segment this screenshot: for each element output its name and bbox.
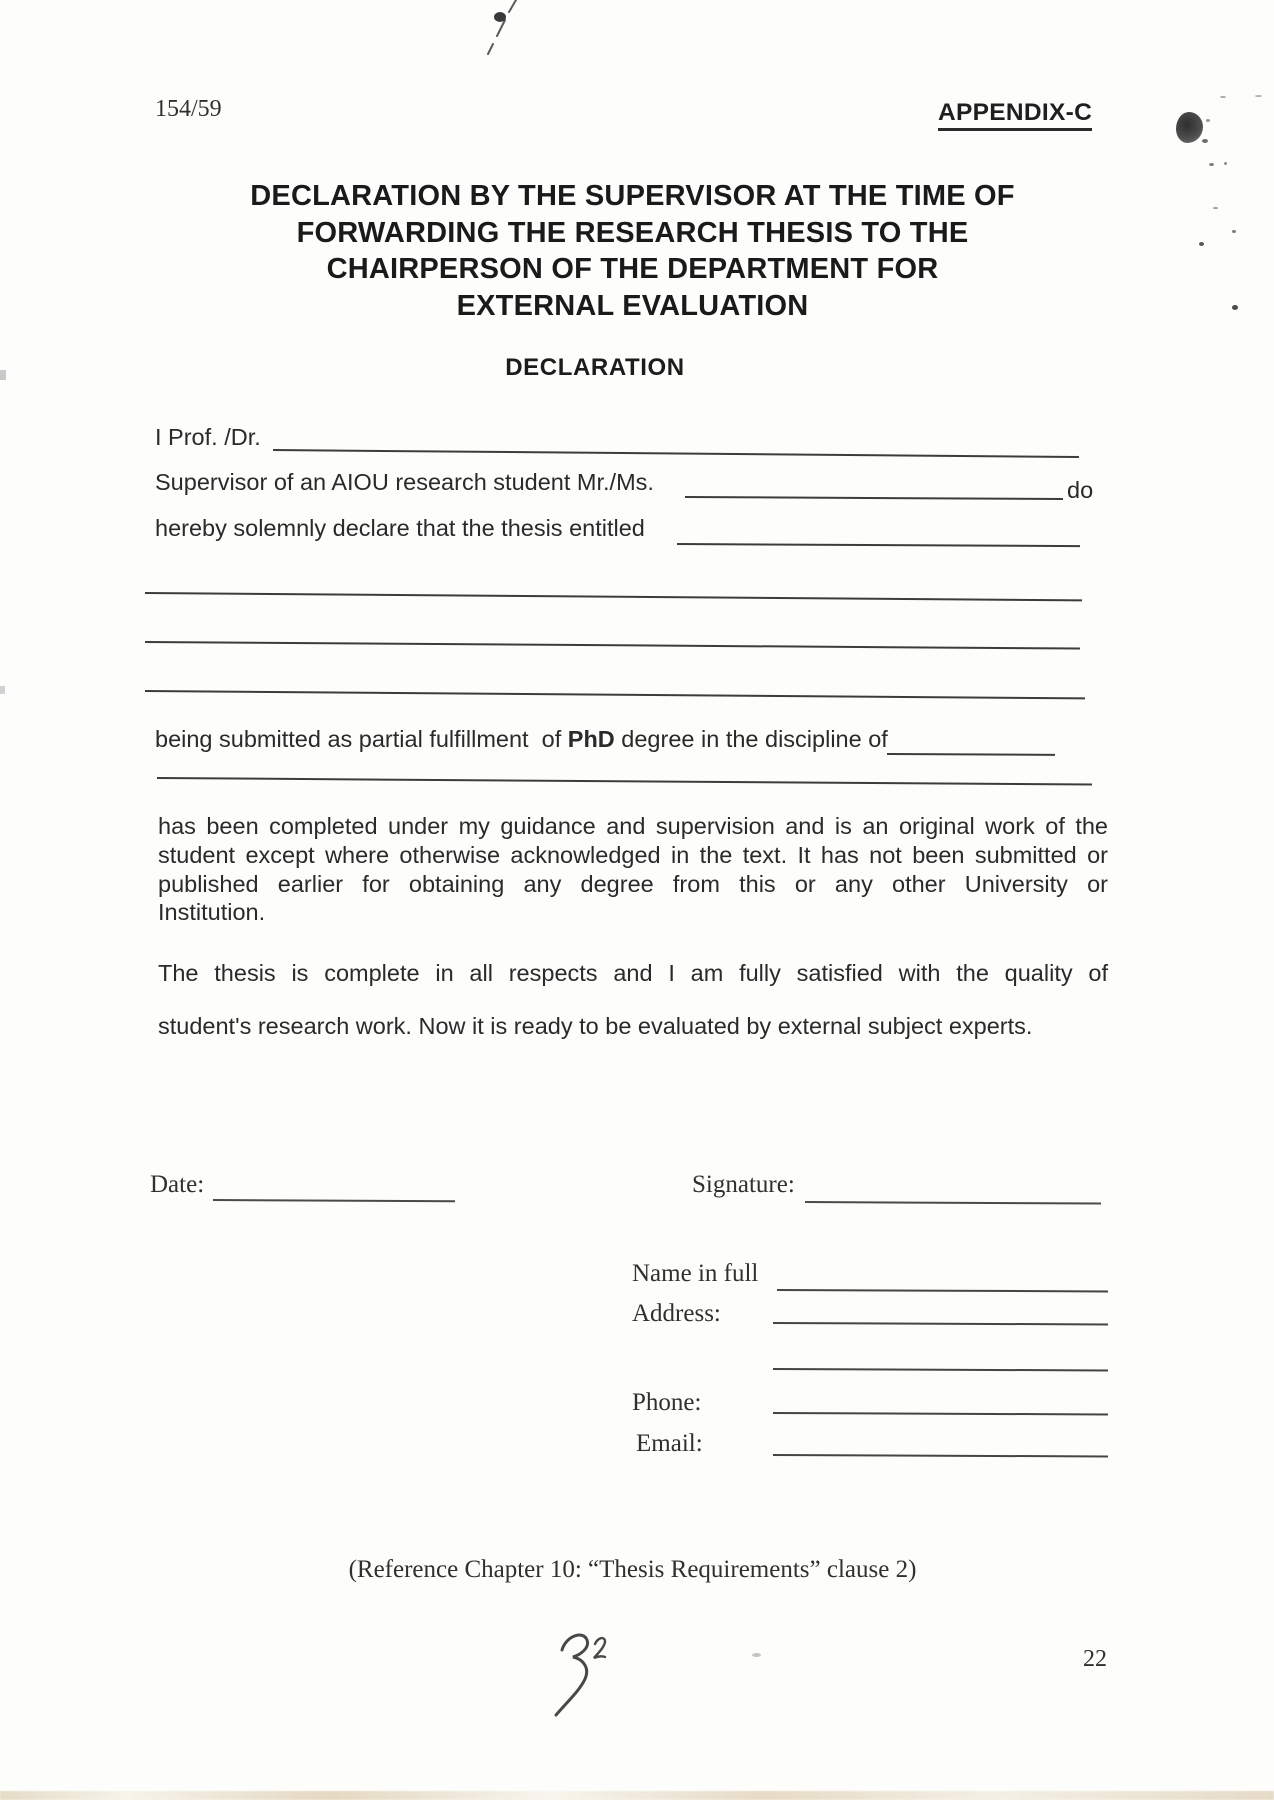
bottom-scan-edge xyxy=(0,1791,1274,1800)
signature-blank-line xyxy=(805,1201,1101,1205)
title-line: EXTERNAL EVALUATION xyxy=(456,289,809,322)
address-blank-line-1 xyxy=(773,1322,1108,1325)
supervisor-label: Supervisor of an AIOU research student Mr./Ms. xyxy=(155,469,654,495)
paragraph-quality-line2: student's research work. Now it is ready to be evaluated by external subject experts. xyxy=(158,1013,1033,1039)
scan-speck xyxy=(0,370,6,380)
declare-label: hereby solemnly declare that the thesis entitled xyxy=(155,515,645,541)
blank-line-3 xyxy=(145,690,1085,699)
handwritten-mark xyxy=(546,1630,614,1718)
scan-speck xyxy=(1202,139,1208,143)
name-label: Name in full xyxy=(632,1260,759,1287)
scan-speck xyxy=(1199,242,1204,246)
scan-speck xyxy=(1220,96,1226,98)
scan-speck xyxy=(1213,207,1218,209)
date-label: Date: xyxy=(150,1171,205,1198)
date-blank-line xyxy=(213,1199,455,1202)
prof-blank-line xyxy=(273,449,1079,458)
address-label: Address: xyxy=(632,1300,721,1327)
title-line: CHAIRPERSON OF THE DEPARTMENT FOR xyxy=(326,253,939,285)
scan-speck xyxy=(1209,163,1214,166)
scan-speck xyxy=(1232,305,1238,310)
blank-line-2 xyxy=(145,641,1080,650)
paragraph-line: student except where otherwise acknowledged in the text. It has not been submitted or xyxy=(158,841,1108,868)
document-title xyxy=(150,178,1115,324)
scan-speck xyxy=(1232,230,1236,233)
supervisor-blank-line xyxy=(685,496,1063,500)
address-blank-line-2 xyxy=(773,1368,1108,1371)
scan-speck xyxy=(1224,162,1227,165)
submitted-prefix: being submitted as partial fulfillment of xyxy=(155,726,568,752)
scan-speck xyxy=(752,1653,761,1657)
title-line: DECLARATION BY THE SUPERVISOR AT THE TIME OF xyxy=(250,180,1015,212)
phone-blank-line xyxy=(773,1412,1108,1415)
continuation-blank-line xyxy=(157,777,1092,786)
blank-line-1 xyxy=(145,592,1082,601)
signature-label: Signature: xyxy=(692,1171,795,1198)
email-blank-line xyxy=(773,1454,1108,1457)
submitted-suffix: degree in the discipline of xyxy=(614,726,888,752)
scan-speck xyxy=(1206,119,1210,122)
email-label: Email: xyxy=(636,1430,703,1457)
prof-label: I Prof. /Dr. xyxy=(155,424,261,450)
paragraph-quality-line1: The thesis is complete in all respects and I am fully satisfied with the quality of xyxy=(158,960,1108,986)
submitted-label xyxy=(155,726,888,753)
pen-scratch-mark xyxy=(478,0,530,58)
declare-blank-line xyxy=(677,543,1080,547)
phd-bold: PhD xyxy=(567,726,615,752)
paragraph-guidance xyxy=(158,812,1108,927)
scan-speck xyxy=(0,686,5,694)
appendix-label: APPENDIX-C xyxy=(938,99,1092,131)
reference-number: 154/59 xyxy=(155,96,222,122)
scan-speck xyxy=(1255,95,1262,97)
discipline-blank-line xyxy=(887,753,1055,756)
page-number: 22 xyxy=(1083,1646,1107,1672)
paragraph-line: published earlier for obtaining any degree from this or any other University or xyxy=(158,870,1108,897)
phone-label: Phone: xyxy=(632,1389,702,1416)
reference-note: (Reference Chapter 10: “Thesis Requirements” clause 2) xyxy=(348,1556,917,1583)
paragraph-line: has been completed under my guidance and supervision and is an original work of the xyxy=(158,813,1108,839)
paragraph-line: Institution. xyxy=(158,899,266,926)
title-line: FORWARDING THE RESEARCH THESIS TO THE xyxy=(296,216,969,249)
do-suffix: do xyxy=(1067,477,1094,503)
name-blank-line xyxy=(777,1289,1108,1292)
ink-blob xyxy=(1176,112,1203,143)
section-heading: DECLARATION xyxy=(505,354,685,381)
